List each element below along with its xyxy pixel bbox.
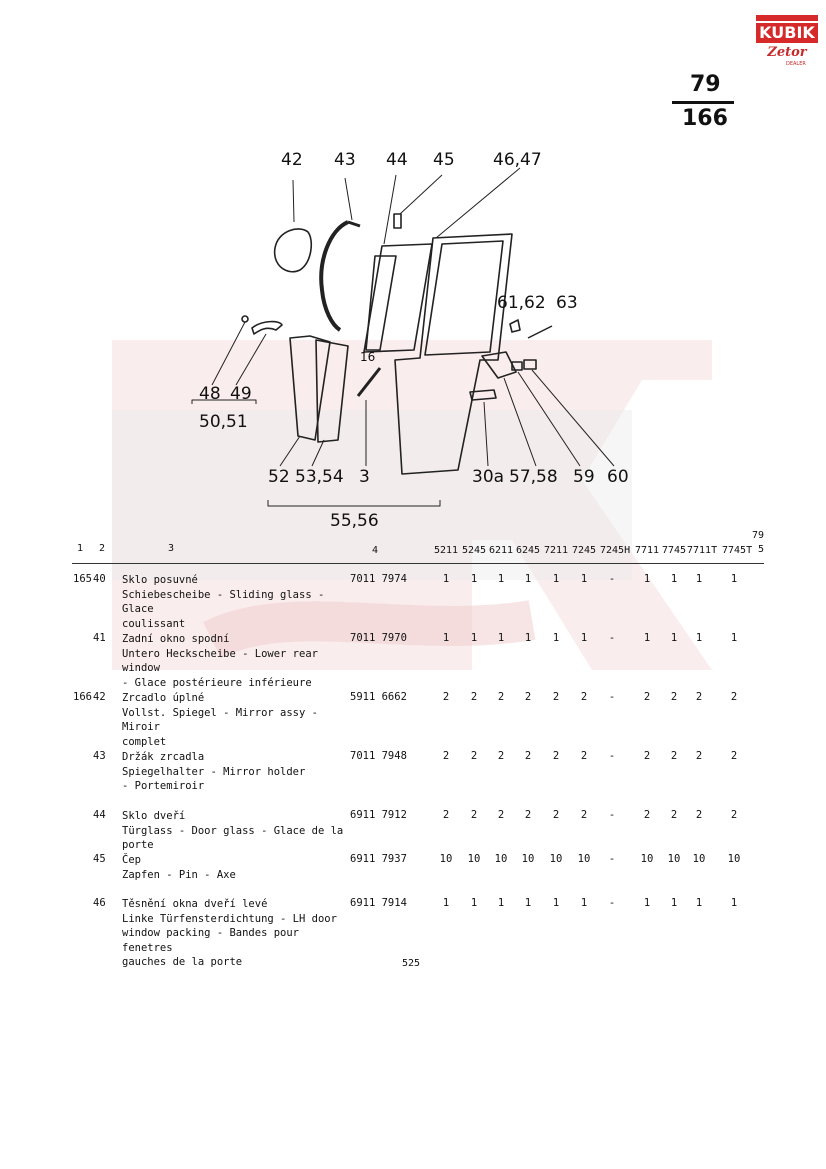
position-number: 44 [93, 809, 106, 821]
description-line: Spiegelhalter - Mirror holder [122, 765, 306, 778]
quantity-cell: 2 [497, 750, 505, 762]
model-header: 5211 [434, 545, 459, 556]
quantity-cell: 1 [695, 573, 703, 585]
window-seal [366, 256, 396, 350]
label-44: 44 [386, 150, 408, 170]
header-rule [72, 563, 764, 564]
rear-glass-frame [316, 340, 348, 442]
quantity-cell: 2 [670, 809, 678, 821]
quantity-cell: 1 [470, 573, 478, 585]
rear-glass [290, 336, 330, 440]
part-number: 7011 7948 [350, 750, 407, 762]
part-description [122, 750, 352, 794]
quantity-cell: 2 [670, 691, 678, 703]
quantity-cell: 2 [497, 691, 505, 703]
part-description [122, 691, 352, 749]
quantity-cell: 10 [640, 853, 654, 865]
quantity-cell: 1 [497, 632, 505, 644]
col-header-5-top: 79 [752, 530, 765, 541]
part-number: 7011 7970 [350, 632, 407, 644]
quantity-cell: 10 [549, 853, 563, 865]
quantity-cell: - [608, 573, 616, 585]
label-63: 63 [556, 293, 578, 313]
description-line: complet [122, 735, 167, 748]
quantity-cell: - [608, 691, 616, 703]
label-48: 48 [199, 384, 221, 404]
logo-sub: Zetor [767, 45, 807, 60]
pin [394, 214, 401, 228]
quantity-cell: 1 [470, 632, 478, 644]
position-number: 42 [93, 691, 106, 703]
description-line: Zrcadlo úplné [122, 692, 205, 704]
part-description [122, 632, 352, 690]
quantity-cell: 2 [643, 691, 651, 703]
col-header-5: 5 [758, 544, 765, 555]
description-line: window packing - Bandes pour fenetres [122, 927, 300, 954]
leader-49 [236, 334, 266, 385]
quantity-cell: 2 [497, 809, 505, 821]
position-number: 40 [93, 573, 106, 585]
quantity-cell: 2 [730, 691, 738, 703]
quantity-cell: 1 [695, 632, 703, 644]
quantity-cell: 1 [442, 632, 450, 644]
label-45: 45 [433, 150, 455, 170]
quantity-cell: 2 [552, 809, 560, 821]
quantity-cell: 1 [670, 632, 678, 644]
quantity-cell: 1 [643, 573, 651, 585]
position-number: 43 [93, 750, 106, 762]
position-number: 41 [93, 632, 106, 644]
description-line: coulissant [122, 617, 186, 630]
label-3: 3 [359, 467, 370, 487]
description-line: - Glace postérieure inférieure [122, 676, 312, 689]
quantity-cell: 1 [470, 897, 478, 909]
quantity-cell: 2 [730, 809, 738, 821]
quantity-cell: 2 [695, 809, 703, 821]
description-line: Zapfen - Pin - Axe [122, 868, 236, 881]
page-ref-top: 79 [690, 72, 721, 97]
description-line: gauches de la porte [122, 956, 243, 968]
quantity-cell: 10 [727, 853, 741, 865]
col-header-1: 1 [77, 543, 84, 554]
latch-60 [524, 360, 536, 369]
position-number: 46 [93, 897, 106, 909]
part-description [122, 853, 352, 882]
quantity-cell: 1 [730, 897, 738, 909]
quantity-cell: 2 [470, 691, 478, 703]
description-line: Těsnění okna dveří levé [122, 898, 268, 910]
part-number: 7011 7974 [350, 573, 407, 585]
description-line: Sklo dveří [122, 810, 186, 822]
model-header: 7711 [635, 545, 660, 556]
part-number: 5911 6662 [350, 691, 407, 703]
quantity-cell: 2 [442, 691, 450, 703]
label-61-62: 61,62 [497, 293, 546, 313]
description-line: Zadní okno spodní [122, 633, 230, 645]
quantity-cell: 1 [552, 632, 560, 644]
col-header-3: 3 [168, 543, 175, 554]
leader-44 [384, 175, 396, 244]
quantity-cell: 2 [470, 809, 478, 821]
mirror-shape [275, 229, 312, 272]
quantity-cell: 2 [580, 691, 588, 703]
quantity-cell: 2 [442, 750, 450, 762]
quantity-cell: 2 [730, 750, 738, 762]
gas-strut [358, 368, 380, 396]
clip-61 [510, 320, 520, 332]
description-line: Vollst. Spiegel - Mirror assy - Miroir [122, 706, 318, 733]
quantity-cell: 1 [695, 897, 703, 909]
quantity-cell: 10 [494, 853, 508, 865]
quantity-cell: 1 [730, 573, 738, 585]
rod-63 [528, 326, 552, 338]
quantity-cell: 2 [524, 809, 532, 821]
quantity-cell: 10 [577, 853, 591, 865]
door-handle [252, 322, 282, 334]
quantity-cell: 10 [439, 853, 453, 865]
page-ref-bottom: 166 [682, 106, 728, 131]
quantity-cell: 1 [442, 573, 450, 585]
description-line: Untero Heckscheibe - Lower rear window [122, 647, 318, 674]
model-header: 6211 [489, 545, 514, 556]
model-header: 7245 [572, 545, 597, 556]
part-number: 6911 7914 [350, 897, 407, 909]
model-header: 7711T [687, 545, 718, 556]
leader-42 [293, 180, 294, 222]
quantity-cell: 2 [524, 691, 532, 703]
description-line: Linke Türfensterdichtung - LH door [122, 912, 337, 925]
quantity-cell: 2 [470, 750, 478, 762]
group-number: 166 [73, 691, 92, 703]
leader-45 [400, 175, 442, 214]
description-line: Držák zrcadla [122, 751, 205, 763]
model-header: 7245H [600, 545, 631, 556]
leader-53 [312, 440, 324, 466]
quantity-cell: 1 [580, 573, 588, 585]
leader-46 [436, 168, 520, 238]
quantity-cell: 2 [695, 750, 703, 762]
quantity-cell: 2 [695, 691, 703, 703]
part-description [122, 897, 352, 970]
mirror-holder [321, 222, 348, 330]
page-number: 525 [402, 958, 421, 969]
quantity-cell: 10 [692, 853, 706, 865]
leader-30a [484, 402, 488, 466]
label-46-47: 46,47 [493, 150, 542, 170]
quantity-cell: 2 [643, 750, 651, 762]
label-59: 59 [573, 467, 595, 487]
col-header-4: 4 [372, 545, 379, 556]
door-frame-inner [425, 241, 503, 355]
label-52: 52 [268, 467, 290, 487]
model-header: 6245 [516, 545, 541, 556]
description-line: Schiebescheibe - Sliding glass - Glace [122, 588, 325, 615]
label-42: 42 [281, 150, 303, 170]
quantity-cell: - [608, 853, 616, 865]
quantity-cell: 2 [580, 750, 588, 762]
leader-52 [280, 436, 300, 466]
label-53-54: 53,54 [295, 467, 344, 487]
quantity-cell: 1 [552, 897, 560, 909]
leader-60 [532, 370, 614, 466]
quantity-cell: 10 [467, 853, 481, 865]
quantity-cell: - [608, 632, 616, 644]
quantity-cell: 1 [524, 632, 532, 644]
logo-dealer: DEALER [786, 61, 806, 67]
model-header: 5245 [462, 545, 487, 556]
group-number: 165 [73, 573, 92, 585]
label-16: 16 [360, 350, 376, 364]
bracket-55 [268, 500, 440, 506]
quantity-cell: 1 [524, 573, 532, 585]
quantity-cell: 2 [670, 750, 678, 762]
description-line: Čep [122, 854, 141, 866]
quantity-cell: 1 [580, 632, 588, 644]
quantity-cell: 10 [521, 853, 535, 865]
quantity-cell: 2 [580, 809, 588, 821]
label-50-51: 50,51 [199, 412, 248, 432]
label-30a: 30a [472, 467, 505, 487]
model-header: 7745 [662, 545, 687, 556]
leader-59 [518, 372, 580, 466]
quantity-cell: 1 [643, 897, 651, 909]
quantity-cell: 2 [524, 750, 532, 762]
quantity-cell: 1 [670, 573, 678, 585]
label-55-56: 55,56 [330, 511, 379, 531]
label-49: 49 [230, 384, 252, 404]
quantity-cell: 1 [730, 632, 738, 644]
quantity-cell: 2 [552, 750, 560, 762]
position-number: 45 [93, 853, 106, 865]
logo-brand: KUBIK [756, 23, 818, 43]
model-header: 7211 [544, 545, 569, 556]
quantity-cell: 1 [442, 897, 450, 909]
quantity-cell: 1 [552, 573, 560, 585]
label-43: 43 [334, 150, 356, 170]
label-57-58: 57,58 [509, 467, 558, 487]
handle-30a [470, 390, 496, 400]
quantity-cell: 1 [580, 897, 588, 909]
description-line: - Portemiroir [122, 780, 205, 792]
leader-43 [345, 178, 352, 220]
quantity-cell: - [608, 809, 616, 821]
quantity-cell: 1 [497, 573, 505, 585]
part-number: 6911 7937 [350, 853, 407, 865]
description-line: Sklo posuvné [122, 574, 198, 586]
part-description [122, 809, 352, 853]
quantity-cell: 1 [497, 897, 505, 909]
quantity-cell: - [608, 897, 616, 909]
quantity-cell: 2 [552, 691, 560, 703]
quantity-cell: 1 [670, 897, 678, 909]
quantity-cell: 10 [667, 853, 681, 865]
part-number: 6911 7912 [350, 809, 407, 821]
model-header: 7745T [722, 545, 753, 556]
quantity-cell: 1 [524, 897, 532, 909]
quantity-cell: 2 [442, 809, 450, 821]
part-description [122, 573, 352, 631]
quantity-cell: 1 [643, 632, 651, 644]
description-line: Türglass - Door glass - Glace de la porte [122, 824, 344, 851]
quantity-cell: - [608, 750, 616, 762]
col-header-2: 2 [99, 543, 106, 554]
exploded-parts-diagram [0, 0, 826, 540]
label-60: 60 [607, 467, 629, 487]
leader-48 [212, 322, 245, 385]
quantity-cell: 2 [643, 809, 651, 821]
